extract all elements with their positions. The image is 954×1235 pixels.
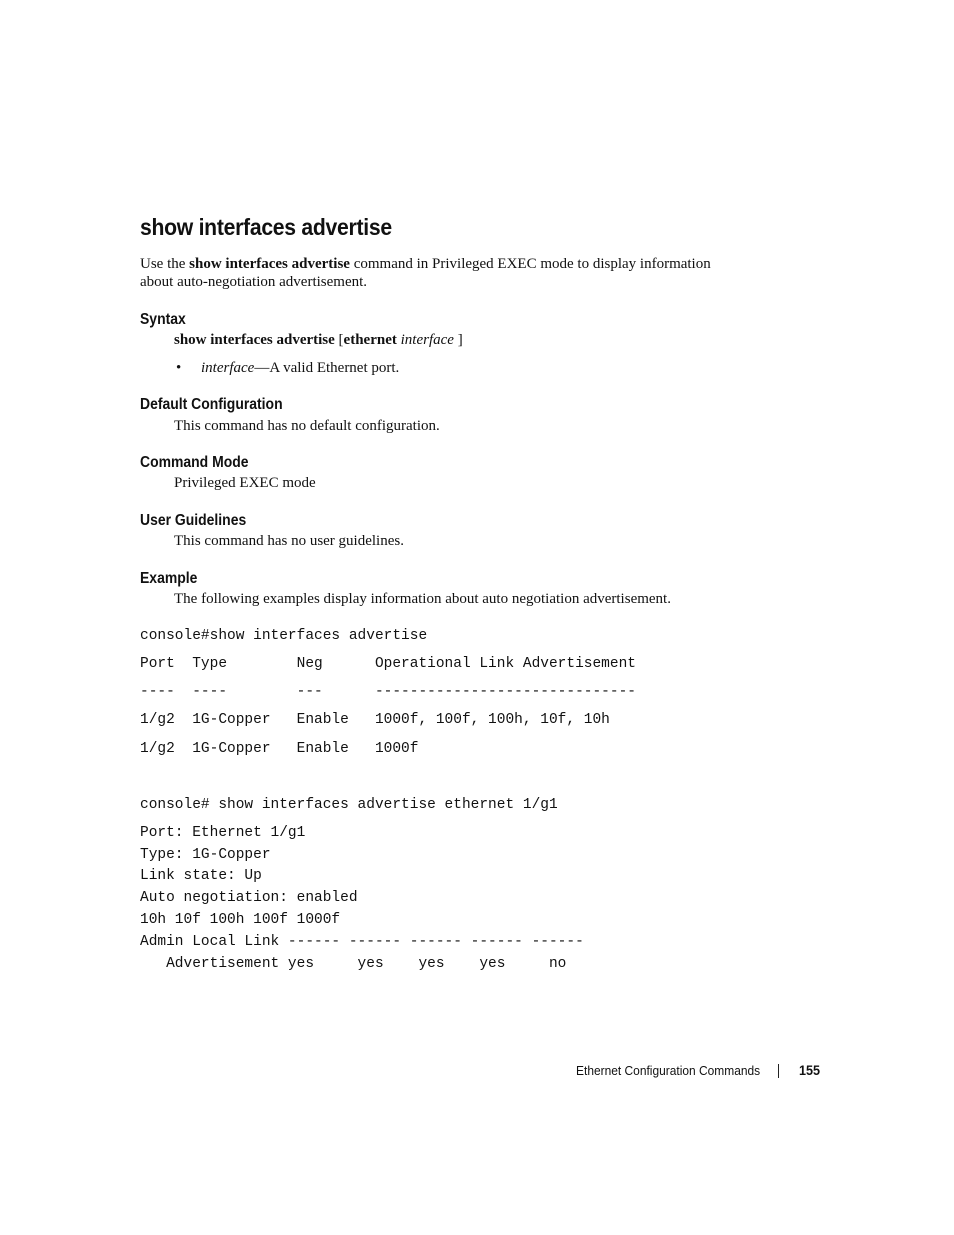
bullet-icon: • xyxy=(176,360,182,376)
intro-line-1: Use the show interfaces advertise command in Privileged EXEC mode to display information xyxy=(140,256,711,272)
footer-divider xyxy=(778,1064,779,1078)
code-line: Admin Local Link ------ ------ ------ ------ ------ xyxy=(140,934,584,950)
example-heading: Example xyxy=(140,570,198,587)
page-number: 155 xyxy=(799,1062,821,1078)
code-line: Advertisement yes yes yes yes no xyxy=(140,956,567,972)
code-line: Port: Ethernet 1/g1 xyxy=(140,825,306,841)
code-line: console# show interfaces advertise ethernet 1/g1 xyxy=(140,797,558,813)
code-line: Port Type Neg Operational Link Advertisement xyxy=(140,656,636,672)
syntax-parameter: interface—A valid Ethernet port. xyxy=(201,360,400,376)
code-line: Link state: Up xyxy=(140,868,262,884)
command-mode-heading: Command Mode xyxy=(140,454,249,471)
intro-line-2: about auto-negotiation advertisement. xyxy=(140,274,368,290)
code-line: console#show interfaces advertise xyxy=(140,628,428,644)
default-config-heading: Default Configuration xyxy=(140,396,283,413)
example-text: The following examples display information about auto negotiation advertisement. xyxy=(174,591,671,607)
code-line: 1/g2 1G-Copper Enable 1000f, 100f, 100h, 10f, 10h xyxy=(140,712,610,728)
default-config-text: This command has no default configuration. xyxy=(174,418,440,434)
user-guidelines-text: This command has no user guidelines. xyxy=(174,533,404,549)
user-guidelines-heading: User Guidelines xyxy=(140,512,247,529)
page-title: show interfaces advertise xyxy=(140,214,392,240)
code-line: 10h 10f 100h 100f 1000f xyxy=(140,912,341,928)
intro-paragraph xyxy=(140,255,711,291)
syntax-heading: Syntax xyxy=(140,311,186,328)
code-line: Auto negotiation: enabled xyxy=(140,890,358,906)
code-line: ---- ---- --- ------------------------------ xyxy=(140,684,636,700)
command-mode-text: Privileged EXEC mode xyxy=(174,475,316,491)
code-line: Type: 1G-Copper xyxy=(140,847,271,863)
code-line: 1/g2 1G-Copper Enable 1000f xyxy=(140,741,419,757)
syntax-command: show interfaces advertise [ethernet interface ] xyxy=(174,332,463,348)
footer-section-title: Ethernet Configuration Commands xyxy=(575,1063,760,1078)
command-name: show interfaces advertise xyxy=(189,256,350,272)
